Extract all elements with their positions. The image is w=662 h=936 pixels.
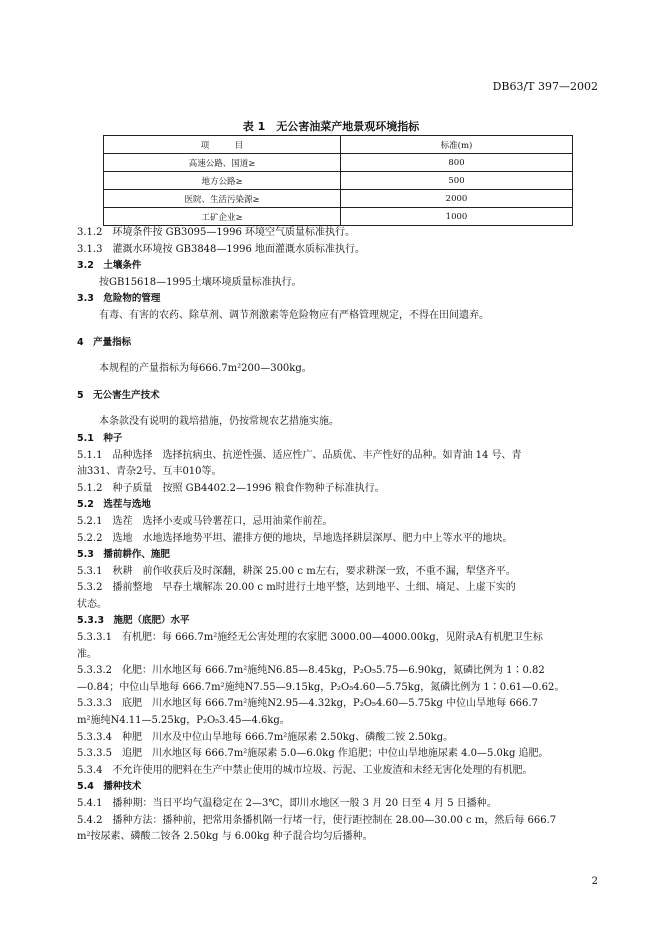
paragraph: 有毒、有害的农药、除草剂、调节剂激素等危险物应有严格管理规定，不得在田间遗弃。: [99, 309, 489, 321]
clause-line: 油331、青杂2号、互丰010等。: [77, 466, 222, 478]
section-heading: 4 产量指标: [77, 336, 132, 348]
table-cell: 800: [341, 154, 573, 172]
table-cell: 2000: [341, 190, 573, 208]
document-code: DB63/T 397—2002: [492, 80, 598, 93]
section-heading: 5.4 播种技术: [77, 781, 142, 793]
clause-line: 5.2.1 选茬 选择小麦或马铃薯茬口，忌用油菜作前茬。: [77, 515, 333, 527]
section-heading: 5.1 种子: [77, 432, 123, 444]
table-header-cell: 项 目: [104, 136, 341, 154]
clause-line: 5.4.1 播种期：当日平均气温稳定在 2—3℃，即川水地区一般 3 月 20 日至 4 月 5 日播种。: [77, 798, 497, 809]
clause-line: 准。: [77, 648, 97, 660]
table-row: [104, 190, 573, 208]
clause-line: 5.3.3.4 种肥 川水及中位山旱地每 666.7m²施尿素 2.50kg、磷酸二铵 2.50kg。: [77, 731, 454, 743]
clause-line: 5.1.1 品种选择 选择抗病虫、抗逆性强、适应性广、品质优、丰产性好的品种。如青油 14 号、青: [77, 449, 522, 461]
table-cell: 地方公路≥: [104, 172, 341, 190]
section-heading: 5.3.3 施肥（底肥）水平: [77, 615, 190, 627]
clause-line: 5.3.3.5 追肥 川水地区每 666.7m²施尿素 5.0—6.0kg 作追肥；中位山旱地施尿素 4.0—5.0kg 追肥。: [77, 748, 549, 760]
paragraph: 本规程的产量指标为每666.7m²200—300kg。: [99, 363, 312, 375]
section-heading: 5 无公害生产技术: [77, 389, 160, 401]
page-number: 2: [591, 876, 598, 887]
table-header-cell: 标准(m): [341, 136, 573, 154]
section-heading: 3.3 危险物的管理: [77, 293, 161, 305]
clause-line: 5.3.2 播前整地 早春土壤解冻 20.00 c m时进行土地平整，达到地平、土细、墒足、上虚下实的: [77, 582, 516, 594]
clause-line: 5.3.1 秋耕 前作收获后及时深翻，耕深 25.00 c m左右，要求耕深一致，不重不漏，犁垡齐平。: [77, 565, 516, 577]
landscape-environment-table: [103, 135, 573, 226]
table-cell: 500: [341, 172, 573, 190]
table-title: 表 1 无公害油菜产地景观环境指标: [242, 120, 420, 133]
clause-line: 状态。: [77, 598, 107, 610]
clause-line: 5.3.3.1 有机肥：每 666.7m²施经无公害处理的农家肥 3000.00—4000.00kg，见附录A有机肥卫生标: [77, 632, 543, 644]
table-header-row: [104, 136, 573, 154]
table-cell: 医院、生活污染源≥: [104, 190, 341, 208]
clause-line: 5.3.4 不允许使用的肥料在生产中禁止使用的城市垃圾、污泥、工业废渣和未经无害化处理的有机肥。: [77, 764, 533, 776]
table-cell: 高速公路、国道≥: [104, 154, 341, 172]
clause-line: 5.2.2 选地 水地选择地势平坦、灌排方便的地块，旱地选择耕层深厚、肥力中上等水平的地块。: [77, 532, 513, 544]
paragraph: 本条款没有说明的栽培措施，仍按常规农艺措施实施。: [99, 416, 339, 428]
clause-3-1-2: 3.1.2 环境条件按 GB3095—1996 环境空气质量标准执行。: [77, 227, 356, 238]
clause-line: m²施纯N4.11—5.25kg，P₂O₅3.45—4.6kg。: [77, 715, 290, 727]
section-heading: 5.2 选茬与选地: [77, 499, 151, 511]
document-body: [77, 225, 607, 846]
table-cell: 工矿企业≥: [104, 208, 341, 226]
clause-line: 5.3.3.2 化肥：川水地区每 666.7m²施纯N6.85—8.45kg，P₂O₅5.75—6.90kg，氮磷比例为 1∶0.82: [77, 665, 545, 677]
section-heading: 5.3 播前耕作、施肥: [77, 549, 170, 561]
table-cell: 1000: [341, 208, 573, 226]
table-row: [104, 208, 573, 226]
clause-line: 5.1.2 种子质量 按照 GB4402.2—1996 粮食作物种子标准执行。: [77, 482, 385, 494]
clause-line: m²按尿素、磷酸二铵各 2.50kg 与 6.00kg 种子混合均匀后播种。: [77, 831, 373, 843]
table-row: [104, 172, 573, 190]
clause-3-1-3: 3.1.3 灌溉水环境按 GB3848—1996 地面灌溉水质标准执行。: [77, 243, 366, 255]
table-row: [104, 154, 573, 172]
section-heading: 3.2 土壤条件: [77, 260, 142, 272]
paragraph: 按GB15618—1995土壤环境质量标准执行。: [99, 276, 302, 288]
clause-line: —0.84；中位山旱地每 666.7m²施纯N7.55—9.15kg，P₂O₅4.60—5.75kg，氮磷比例为 1∶0.61—0.62。: [77, 681, 565, 693]
clause-line: 5.4.2 播种方法：播种前，把常用条播机隔一行堵一行，使行距控制在 28.00—30.00 c m，然后每 666.7: [77, 814, 557, 826]
clause-line: 5.3.3.3 底肥 川水地区每 666.7m²施纯N2.95—4.32kg，P₂O₅4.60—5.75kg 中位山旱地每 666.7: [77, 698, 538, 710]
